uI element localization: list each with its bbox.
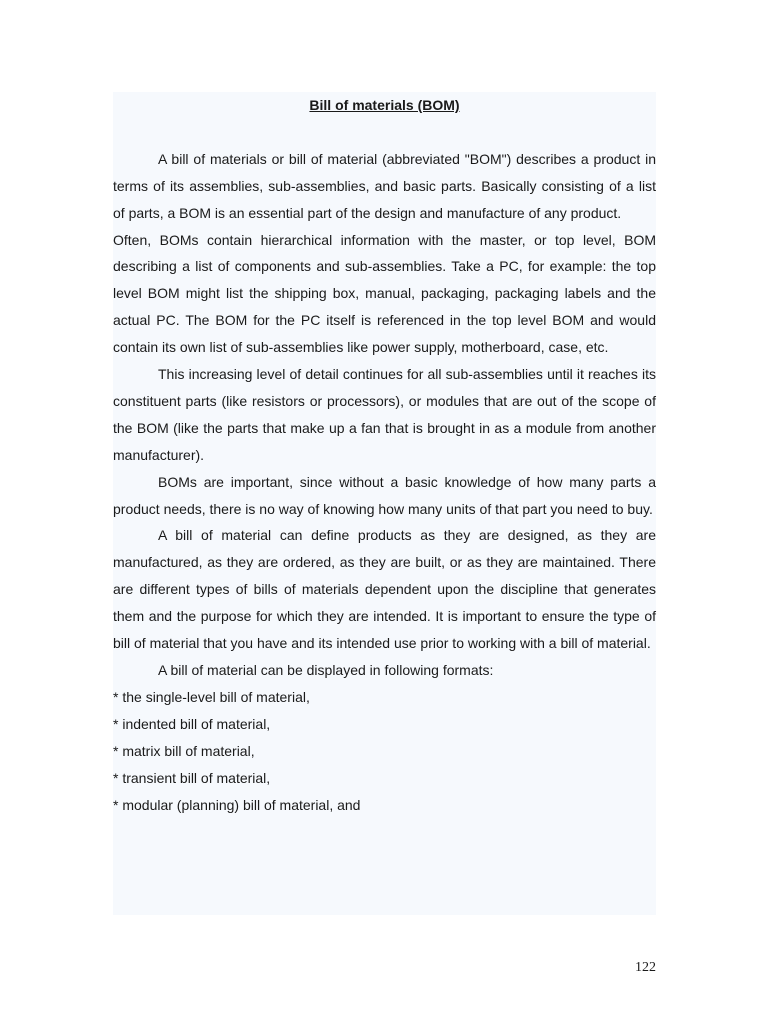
text-block (113, 92, 656, 915)
list-item: * the single-level bill of material, (113, 688, 310, 705)
paragraph-hierarchy: Often, BOMs contain hierarchical information with the master, or top level, BOM describing a list of components and sub-assemblies. Take a PC, for example: the top level BOM might list the shipping box, manual, packaging, packaging labels and the actual PC. The BOM for the PC itself is referenced in the top level BOM and would contain its own list of sub-assemblies like power supply, motherboard, case, etc. (113, 231, 656, 356)
paragraph-detail-levels: This increasing level of detail continues for all sub-assemblies until it reaches its constituent parts (like resistors or processors), or modules that are out of the scope of the BOM (like the parts that make up a fan that is brought in as a module from another manufacturer). (113, 366, 656, 463)
paragraph-bom-definition: A bill of materials or bill of material (abbreviated "BOM") describes a product in terms of its assemblies, sub-assemblies, and basic parts. Basically consisting of a list of parts, a BOM is an essential part of the design and manufacture of any product. (113, 150, 656, 221)
list-item: * matrix bill of material, (113, 742, 255, 759)
list-item: * modular (planning) bill of material, and (113, 796, 361, 813)
paragraph-formats-intro: A bill of material can be displayed in following formats: (158, 662, 494, 678)
list-item: * indented bill of material, (113, 715, 271, 732)
paragraph-types: A bill of material can define products as they are designed, as they are manufactured, as they are ordered, as they are built, or as they are maintained. There are different types of bills of materials dependent upon the discipline that generates them and the purpose for which they are intended. It is important to ensure the type of bill of material that you have and its intended use prior to working with a bill of material. (113, 527, 656, 652)
document-title: Bill of materials (BOM) (309, 97, 460, 113)
page-number: 122 (635, 960, 656, 975)
list-item: * transient bill of material, (113, 769, 271, 786)
paragraph-importance: BOMs are important, since without a basic knowledge of how many parts a product needs, there is no way of knowing how many units of that part you need to buy. (113, 473, 656, 517)
title-spacer (113, 119, 656, 146)
